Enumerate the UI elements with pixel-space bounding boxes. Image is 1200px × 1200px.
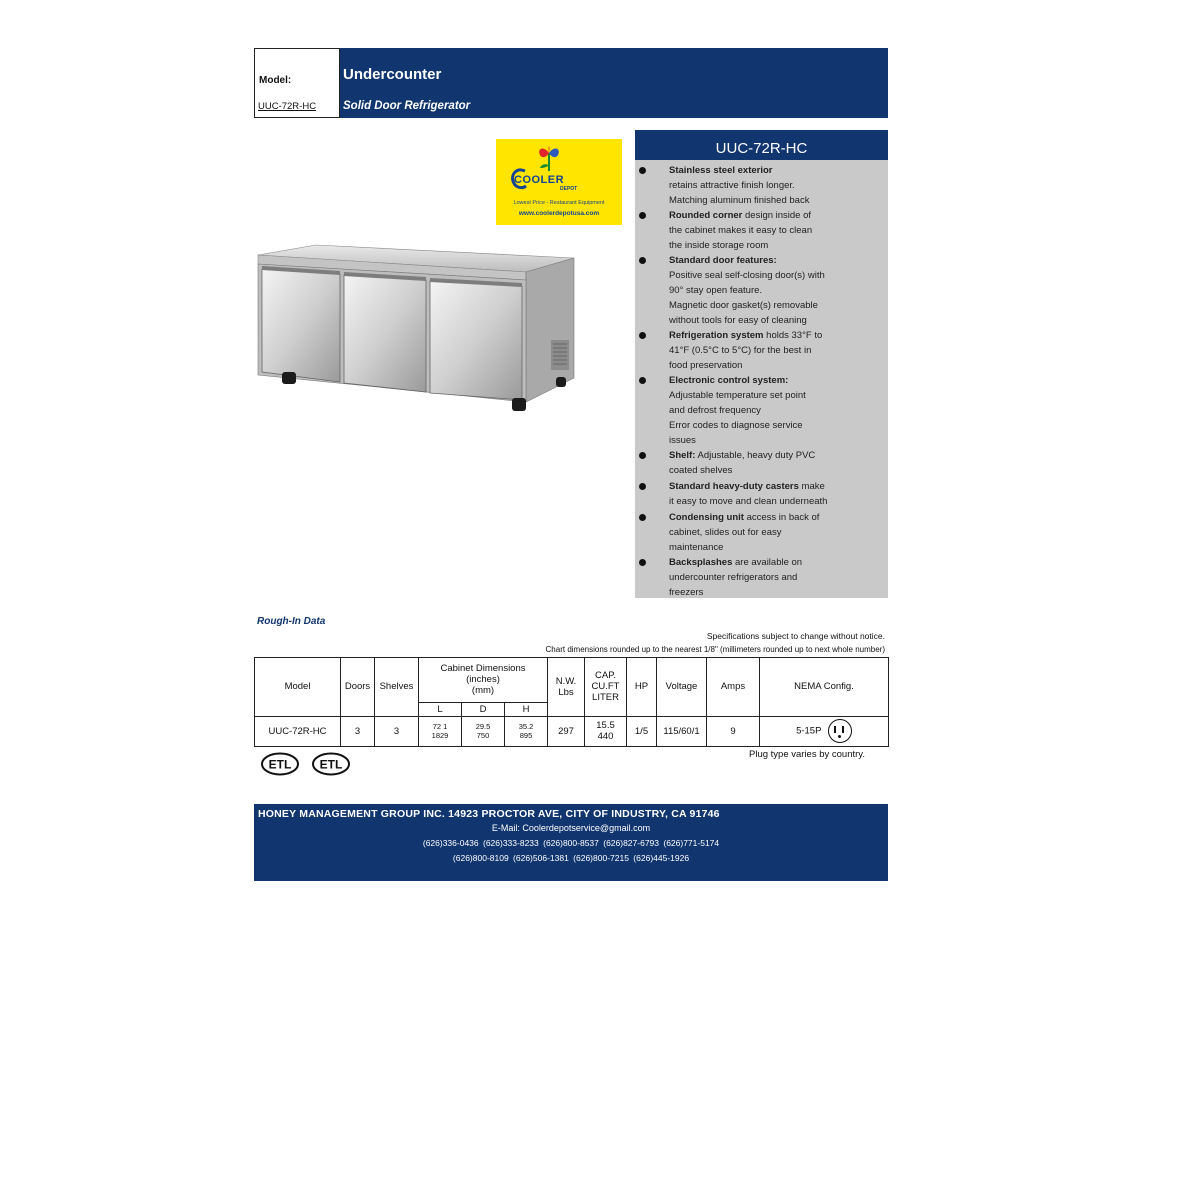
- etl-mark-text: ETL: [319, 757, 343, 772]
- model-code: UUC-72R-HC: [258, 101, 317, 112]
- spec-sheet-header: [254, 48, 888, 118]
- feature-heading: Standard heavy-duty casters: [669, 481, 799, 492]
- table-row: [255, 716, 889, 746]
- caster: [512, 398, 526, 411]
- feature-heading: Rounded corner: [669, 210, 743, 221]
- bullet-icon: [639, 257, 646, 264]
- product-subtitle: Solid Door Refrigerator: [343, 100, 471, 112]
- cell-amps: 9: [707, 716, 760, 746]
- bullet-icon: [639, 332, 646, 339]
- header-voltage: Voltage: [657, 658, 707, 717]
- header-nema: NEMA Config.: [760, 658, 889, 717]
- header-height: H: [505, 702, 548, 716]
- feature-panel-title: UUC-72R-HC: [635, 130, 888, 160]
- header-net-weight: N.W. Lbs: [548, 658, 585, 717]
- outlet-plug-icon: [828, 719, 852, 743]
- vent-grille: [551, 340, 569, 370]
- company-address: HONEY MANAGEMENT GROUP INC. 14923 PROCTOR AVE, CITY OF INDUSTRY, CA 91746: [258, 808, 720, 820]
- rough-in-table: [254, 657, 889, 747]
- cell-doors: 3: [341, 716, 375, 746]
- cell-length: 72 1 1829: [419, 716, 462, 746]
- company-footer: [254, 804, 888, 881]
- bullet-icon: [639, 514, 646, 521]
- header-cabinet-dimensions: Cabinet Dimensions (inches) (mm): [419, 658, 548, 703]
- model-box: [254, 48, 340, 118]
- rough-in-label: Rough-In Data: [257, 616, 326, 627]
- feature-panel: UUC-72R-HC Stainless steel exterior retains attractive finish longer. Matching aluminum finished back Rounded corner design inside of the cabinet makes it easy to clean the inside storage room Standard door features: Positive seal self-closing door(s) with 90° stay open feature. Magnetic door gasket(s) removable without tools for easy of cleaning Refrigeration system holds 33°F to 41°F (0.5°C to 5°C) for the best in food preservation Electronic control system: Adjustable temperature set point and defrost frequency Error codes to diagnose service issues Shelf: Adjustable, heavy duty PVC coated shelves Standard heavy-duty casters make it easy to move and clean underneath Condensing unit access in back of cabinet, slides out for easy maintenance Backsplashes are available on undercounter refrigerators and freezers: [635, 130, 888, 598]
- cell-net-weight: 297: [548, 716, 585, 746]
- cell-voltage: 115/60/1: [657, 716, 707, 746]
- door-middle: [344, 275, 426, 392]
- logo-tagline: Lowest Price - Restaurant Equipment: [513, 200, 605, 206]
- bullet-icon: [639, 452, 646, 459]
- etl-sanitation-icon: [311, 752, 351, 776]
- caster: [556, 377, 566, 387]
- cell-depth: 29.5 750: [462, 716, 505, 746]
- cooler-depot-logo: [496, 139, 622, 225]
- bullet-icon: [639, 167, 646, 174]
- bullet-icon: [639, 483, 646, 490]
- feature-heading: Shelf:: [669, 450, 696, 461]
- etl-certification-icon: [260, 752, 300, 776]
- phone-list-1: (626)336-0436 (626)333-8233 (626)800-8537 (626)827-6793 (626)771-5174: [422, 838, 720, 848]
- bullet-icon: [639, 377, 646, 384]
- header-hp: HP: [627, 658, 657, 717]
- bullet-icon: [639, 212, 646, 219]
- cell-nema: 5-15P: [760, 716, 889, 746]
- feature-heading: Stainless steel exterior: [669, 165, 773, 176]
- cell-shelves: 3: [375, 716, 419, 746]
- header-doors: Doors: [341, 658, 375, 717]
- door-right: [430, 281, 522, 400]
- cell-height: 35.2 895: [505, 716, 548, 746]
- model-label: Model:: [259, 75, 292, 86]
- feature-heading: Condensing unit: [669, 512, 744, 523]
- refrigerator-product-image: [256, 240, 578, 420]
- company-email: E-Mail: Coolerdepotservice@gmail.com: [491, 823, 651, 833]
- chart-dimension-note: Chart dimensions rounded up to the nearest 1/8" (millimeters rounded up to next whole number): [545, 645, 885, 654]
- feature-heading: Backsplashes: [669, 557, 733, 568]
- caster: [282, 372, 296, 384]
- title-band: [340, 48, 888, 118]
- logo-url: www.coolerdepotusa.com: [518, 210, 600, 217]
- header-model: Model: [255, 658, 341, 717]
- door-left: [262, 269, 340, 382]
- header-capacity: CAP. CU.FT LITER: [585, 658, 627, 717]
- spec-change-note: Specifications subject to change without notice.: [706, 631, 885, 641]
- feature-heading: Standard door features:: [669, 255, 777, 266]
- phone-list-2: (626)800-8109 (626)506-1381 (626)800-7215 (626)445-1926: [452, 853, 690, 863]
- feature-heading: Electronic control system:: [669, 375, 789, 386]
- cell-capacity: 15.5 440: [585, 716, 627, 746]
- cell-model: UUC-72R-HC: [255, 716, 341, 746]
- feature-heading: Refrigeration system: [669, 330, 764, 341]
- logo-wordmark: COOLER: [514, 174, 565, 186]
- plug-type-note: Plug type varies by country.: [749, 749, 865, 760]
- header-depth: D: [462, 702, 505, 716]
- etl-mark-text: ETL: [268, 757, 292, 772]
- header-amps: Amps: [707, 658, 760, 717]
- cell-hp: 1/5: [627, 716, 657, 746]
- bullet-icon: [639, 559, 646, 566]
- flower-icon: [532, 143, 566, 173]
- header-shelves: Shelves: [375, 658, 419, 717]
- logo-depot: DEPOT: [560, 186, 578, 192]
- header-length: L: [419, 702, 462, 716]
- product-title: Undercounter: [343, 66, 442, 83]
